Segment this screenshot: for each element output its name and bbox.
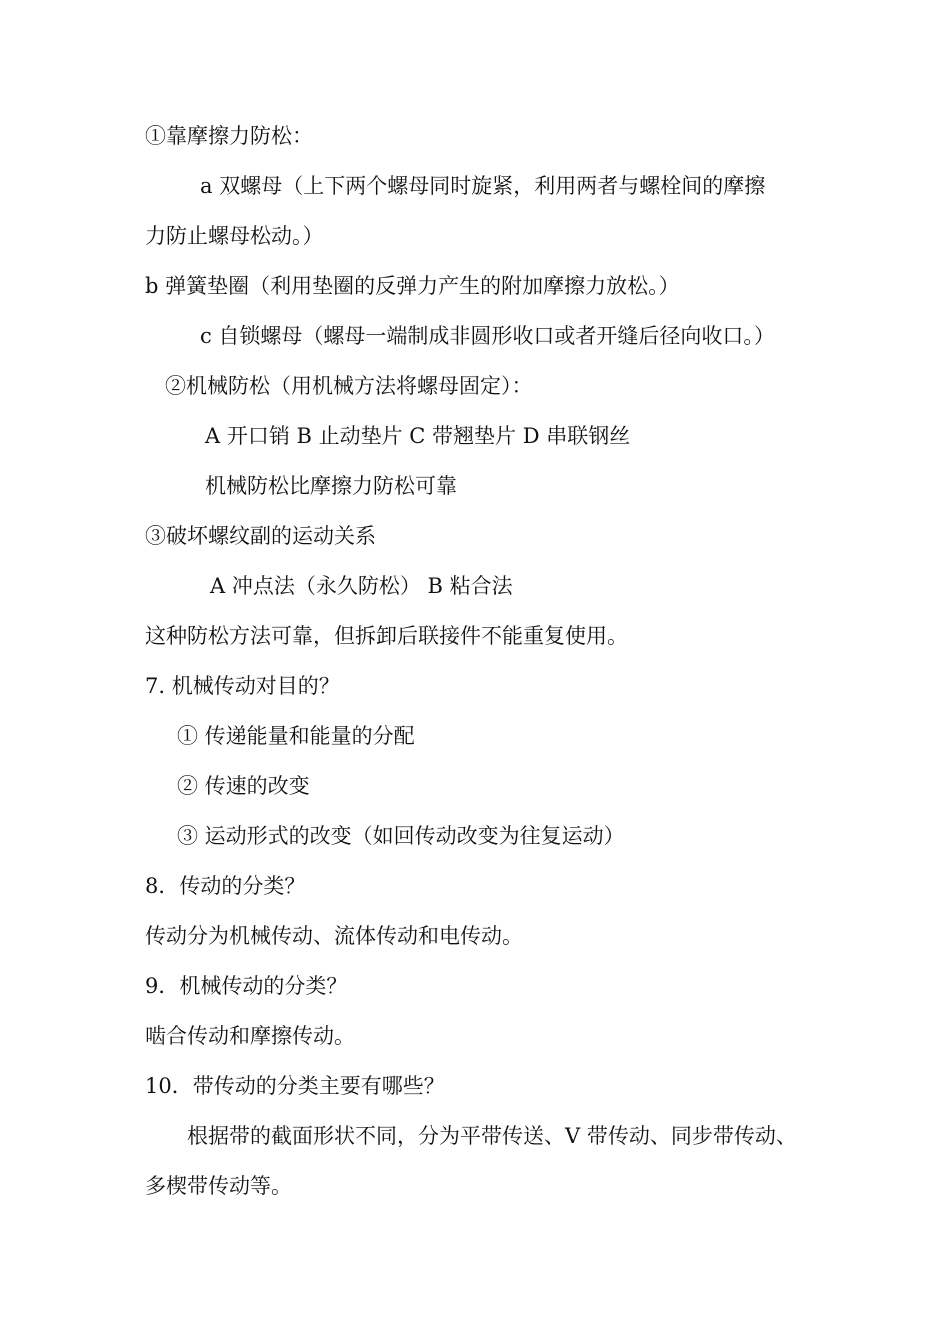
question-10: 10．带传动的分类主要有哪些？ xyxy=(145,1074,445,1098)
double-nut-item: a 双螺母（上下两个螺母同时旋紧，利用两者与螺栓间的摩擦 xyxy=(200,174,766,198)
answer-7-item-1: ① 传递能量和能量的分配 xyxy=(177,724,415,748)
self-locking-nut-item: c 自锁螺母（螺母一端制成非圆形收口或者开缝后径向收口。） xyxy=(200,324,775,348)
friction-locking-heading: ①靠摩擦力防松： xyxy=(145,124,313,148)
thread-destruction-options: A 冲点法（永久防松） B 粘合法 xyxy=(210,574,513,598)
thread-destruction-heading: ③破坏螺纹副的运动关系 xyxy=(145,524,376,548)
question-9: 9．机械传动的分类？ xyxy=(145,974,348,998)
double-nut-item-continued: 力防止螺母松动。） xyxy=(145,224,324,248)
mechanical-locking-heading: ②机械防松（用机械方法将螺母固定）： xyxy=(165,374,533,398)
spring-washer-item: b 弹簧垫圈（利用垫圈的反弹力产生的附加摩擦力放松。） xyxy=(145,274,680,298)
thread-destruction-note: 这种防松方法可靠，但拆卸后联接件不能重复使用。 xyxy=(145,624,628,648)
mechanical-locking-options: A 开口销 B 止动垫片 C 带翘垫片 D 串联钢丝 xyxy=(205,424,631,448)
mechanical-locking-note: 机械防松比摩擦力防松可靠 xyxy=(205,474,457,498)
answer-8: 传动分为机械传动、流体传动和电传动。 xyxy=(145,924,523,948)
question-7: 7. 机械传动对目的？ xyxy=(145,674,340,698)
answer-10-continued: 多楔带传动等。 xyxy=(145,1174,292,1198)
question-8: 8．传动的分类？ xyxy=(145,874,306,898)
answer-7-item-2: ② 传速的改变 xyxy=(177,774,310,798)
answer-7-item-3: ③ 运动形式的改变（如回传动改变为往复运动） xyxy=(177,824,625,848)
answer-10: 根据带的截面形状不同，分为平带传送、V 带传动、同步带传动、 xyxy=(187,1124,797,1148)
answer-9: 啮合传动和摩擦传动。 xyxy=(145,1024,355,1048)
